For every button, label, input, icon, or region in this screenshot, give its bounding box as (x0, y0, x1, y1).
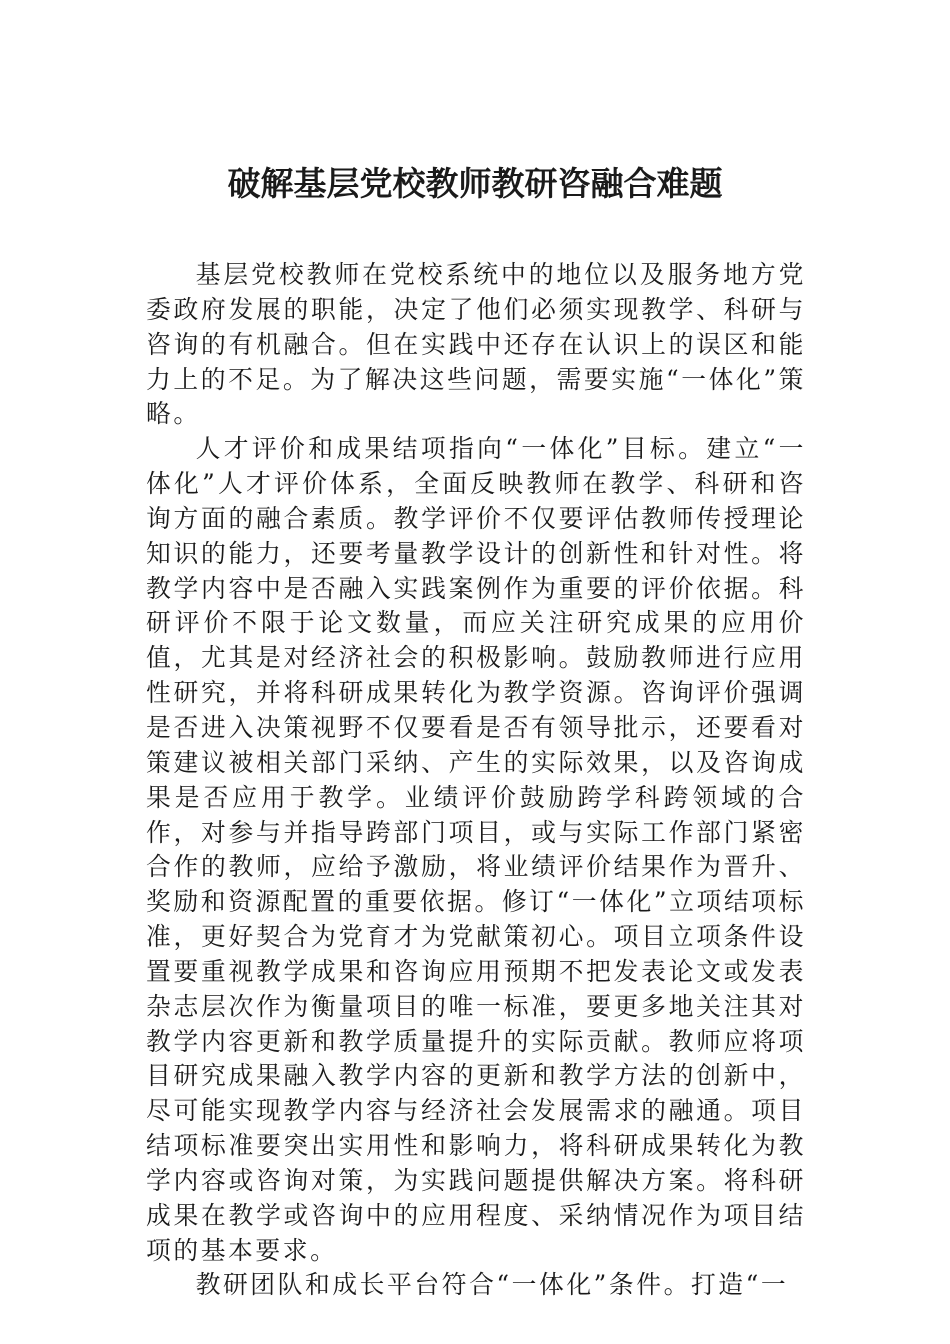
paragraph-research-team: 教研团队和成长平台符合“一体化”条件。打造“一 (195, 1270, 789, 1300)
paragraph-intro: 基层党校教师在党校系统中的地位以及服务地方党委政府发展的职能，决定了他们必须实现教学、科研与咨询的有机融合。但在实践中还存在认识上的误区和能力上的不足。为了解决这些问题，需要实施“一体化”策略。 (146, 260, 806, 429)
document-body (146, 258, 806, 1303)
paragraph-talent-evaluation: 人才评价和成果结项指向“一体化”目标。建立“一体化”人才评价体系，全面反映教师在教学、科研和咨询方面的融合素质。教学评价不仅要评估教师传授理论知识的能力，还要考量教学设计的创新性和针对性。将教学内容中是否融入实践案例作为重要的评价依据。科研评价不限于论文数量，而应关注研究成果的应用价值，尤其是对经济社会的积极影响。鼓励教师进行应用性研究，并将科研成果转化为教学资源。咨询评价强调是否进入决策视野不仅要看是否有领导批示，还要看对策建议被相关部门采纳、产生的实际效果，以及咨询成果是否应用于教学。业绩评价鼓励跨学科跨领域的合作，对参与并指导跨部门项目，或与实际工作部门紧密合作的教师，应给予激励，将业绩评价结果作为晋升、奖励和资源配置的重要依据。修订“一体化”立项结项标准，更好契合为党育才为党献策初心。项目立项条件设置要重视教学成果和咨询应用预期不把发表论文或发表杂志层次作为衡量项目的唯一标准，要更多地关注其对教学内容更新和教学质量提升的实际贡献。教师应将项目研究成果融入教学内容的更新和教学方法的创新中，尽可能实现教学内容与经济社会发展需求的融通。项目结项标准要突出实用性和影响力，将科研成果转化为教学内容或咨询对策，为实践问题提供解决方案。将科研成果在教学或咨询中的应用程度、采纳情况作为项目结项的基本要求。 (146, 434, 806, 1265)
document-title: 破解基层党校教师教研咨融合难题 (227, 164, 723, 203)
